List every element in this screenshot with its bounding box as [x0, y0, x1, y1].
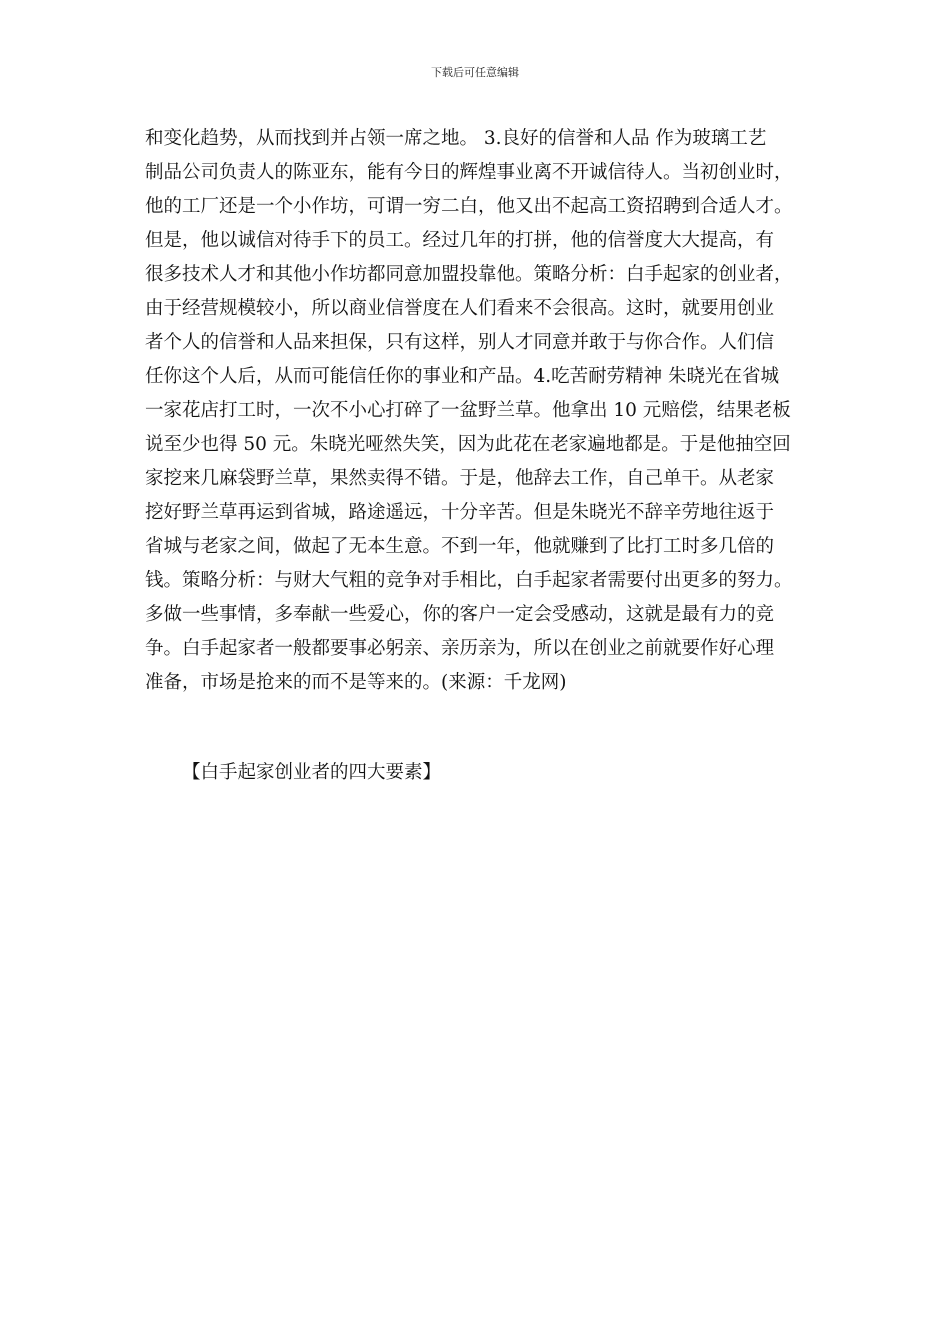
article-line: 挖好野兰草再运到省城，路途遥远，十分辛苦。但是朱晓光不辞辛劳地往返于: [145, 502, 775, 523]
article-line: 准备，市场是抢来的而不是等来的。(来源：千龙网): [145, 672, 567, 693]
article-line: 但是，他以诚信对待手下的员工。经过几年的打拼，他的信誉度大大提高，有: [145, 230, 775, 251]
article-line: 省城与老家之间，做起了无本生意。不到一年，他就赚到了比打工时多几倍的: [145, 536, 775, 557]
closing-title: 【白手起家创业者的四大要素】: [182, 762, 442, 783]
article-line: 说至少也得 50 元。朱晓光哑然失笑，因为此花在老家遍地都是。于是他抽空回: [145, 434, 791, 455]
article-line: 他的工厂还是一个小作坊，可谓一穷二白，他又出不起高工资招聘到合适人才。: [145, 196, 793, 217]
article-line: 任你这个人后，从而可能信任你的事业和产品。4.吃苦耐劳精神 朱晓光在省城: [145, 366, 780, 387]
article-line: 很多技术人才和其他小作坊都同意加盟投靠他。策略分析：白手起家的创业者，: [145, 264, 793, 285]
article-body: [145, 122, 825, 700]
article-line: 钱。策略分析：与财大气粗的竞争对手相比，白手起家者需要付出更多的努力。: [145, 570, 793, 591]
article-line: 者个人的信誉和人品来担保，只有这样，别人才同意并敢于与你合作。人们信: [145, 332, 775, 353]
article-line: 和变化趋势，从而找到并占领一席之地。 3.良好的信誉和人品 作为玻璃工艺: [145, 128, 767, 149]
article-line: 多做一些事情，多奉献一些爱心，你的客户一定会受感动，这就是最有力的竞: [145, 604, 775, 625]
article-line: 家挖来几麻袋野兰草，果然卖得不错。于是，他辞去工作，自己单干。从老家: [145, 468, 775, 489]
article-line: 争。白手起家者一般都要事必躬亲、亲历亲为，所以在创业之前就要作好心理: [145, 638, 775, 659]
article-line: 制品公司负责人的陈亚东，能有今日的辉煌事业离不开诚信待人。当初创业时，: [145, 162, 793, 183]
article-line: 由于经营规模较小，所以商业信誉度在人们看来不会很高。这时，就要用创业: [145, 298, 775, 319]
page-header-note: 下载后可任意编辑: [431, 66, 519, 79]
article-line: 一家花店打工时，一次不小心打碎了一盆野兰草。他拿出 10 元赔偿，结果老板: [145, 400, 791, 421]
